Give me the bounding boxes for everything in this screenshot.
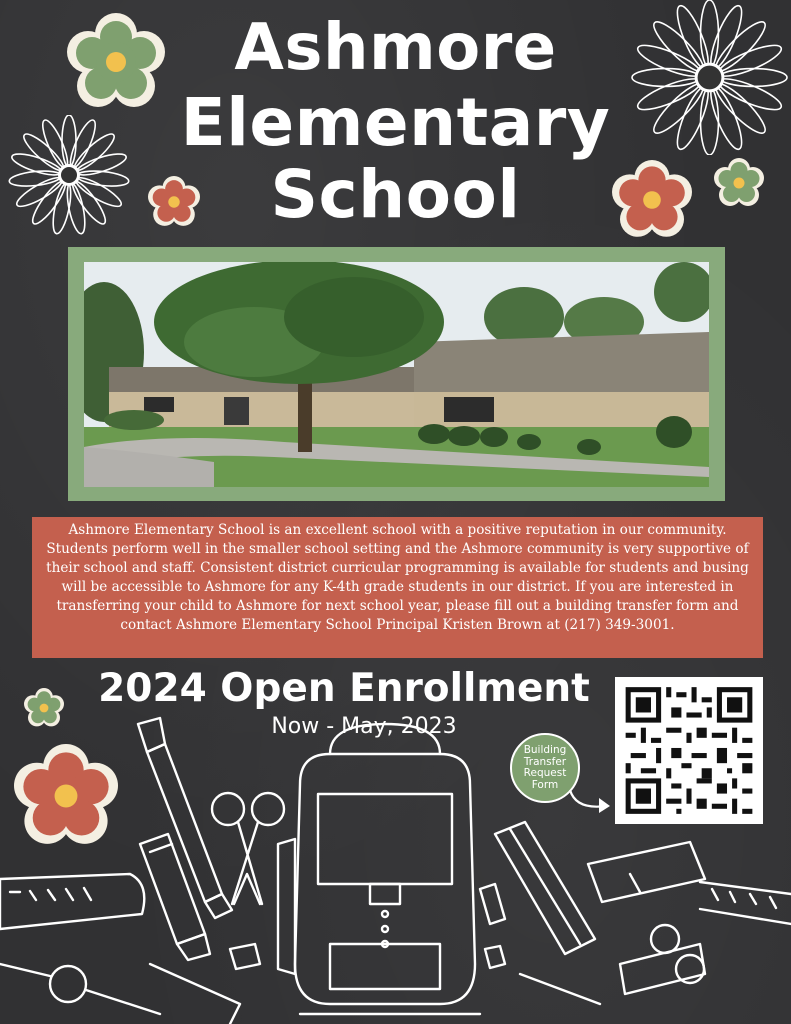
red-flower-icon bbox=[612, 160, 692, 240]
enrollment-heading: 2024 Open Enrollment bbox=[98, 666, 590, 711]
scissors-icon bbox=[212, 793, 284, 904]
compass-icon bbox=[0, 925, 705, 1014]
green-flower-icon bbox=[66, 12, 166, 112]
school-photo-frame bbox=[68, 247, 725, 501]
green-flower-icon bbox=[714, 158, 764, 208]
marker-icon bbox=[140, 834, 210, 960]
ruler-icon bbox=[0, 874, 791, 929]
school-building-photo bbox=[84, 262, 709, 487]
backpack-icon bbox=[278, 724, 475, 1004]
school-supplies-illustration bbox=[0, 714, 791, 1024]
paintbrush-icon bbox=[138, 718, 232, 918]
transfer-form-label: Building Transfer Request Form bbox=[523, 744, 567, 791]
daisy-icon bbox=[4, 115, 134, 235]
stapler-icon bbox=[480, 822, 595, 954]
red-flower-icon bbox=[148, 176, 200, 228]
school-description: Ashmore Elementary School is an excellent school with a positive reputation in our community. Students perform well in the smaller school setting and the Ashmore community is very supportive of their school and staff. Consistent district curricular programming is available for students and busing will be accessible to Ashmore for any K-4th grade students in our district. If you are interested in transferring your child to Ashmore for next school year, please fill out a building transfer form and contact Ashmore Elementary School Principal Kristen Brown at (217) 349-3001. bbox=[32, 517, 763, 658]
title-line-1: Ashmore bbox=[234, 11, 557, 85]
title-line-3: School bbox=[270, 156, 521, 233]
daisy-icon bbox=[628, 0, 791, 155]
enrollment-dates: Now - May, 2023 bbox=[271, 714, 457, 739]
title-line-2: Elementary bbox=[180, 84, 611, 161]
eraser-icon bbox=[588, 842, 705, 902]
